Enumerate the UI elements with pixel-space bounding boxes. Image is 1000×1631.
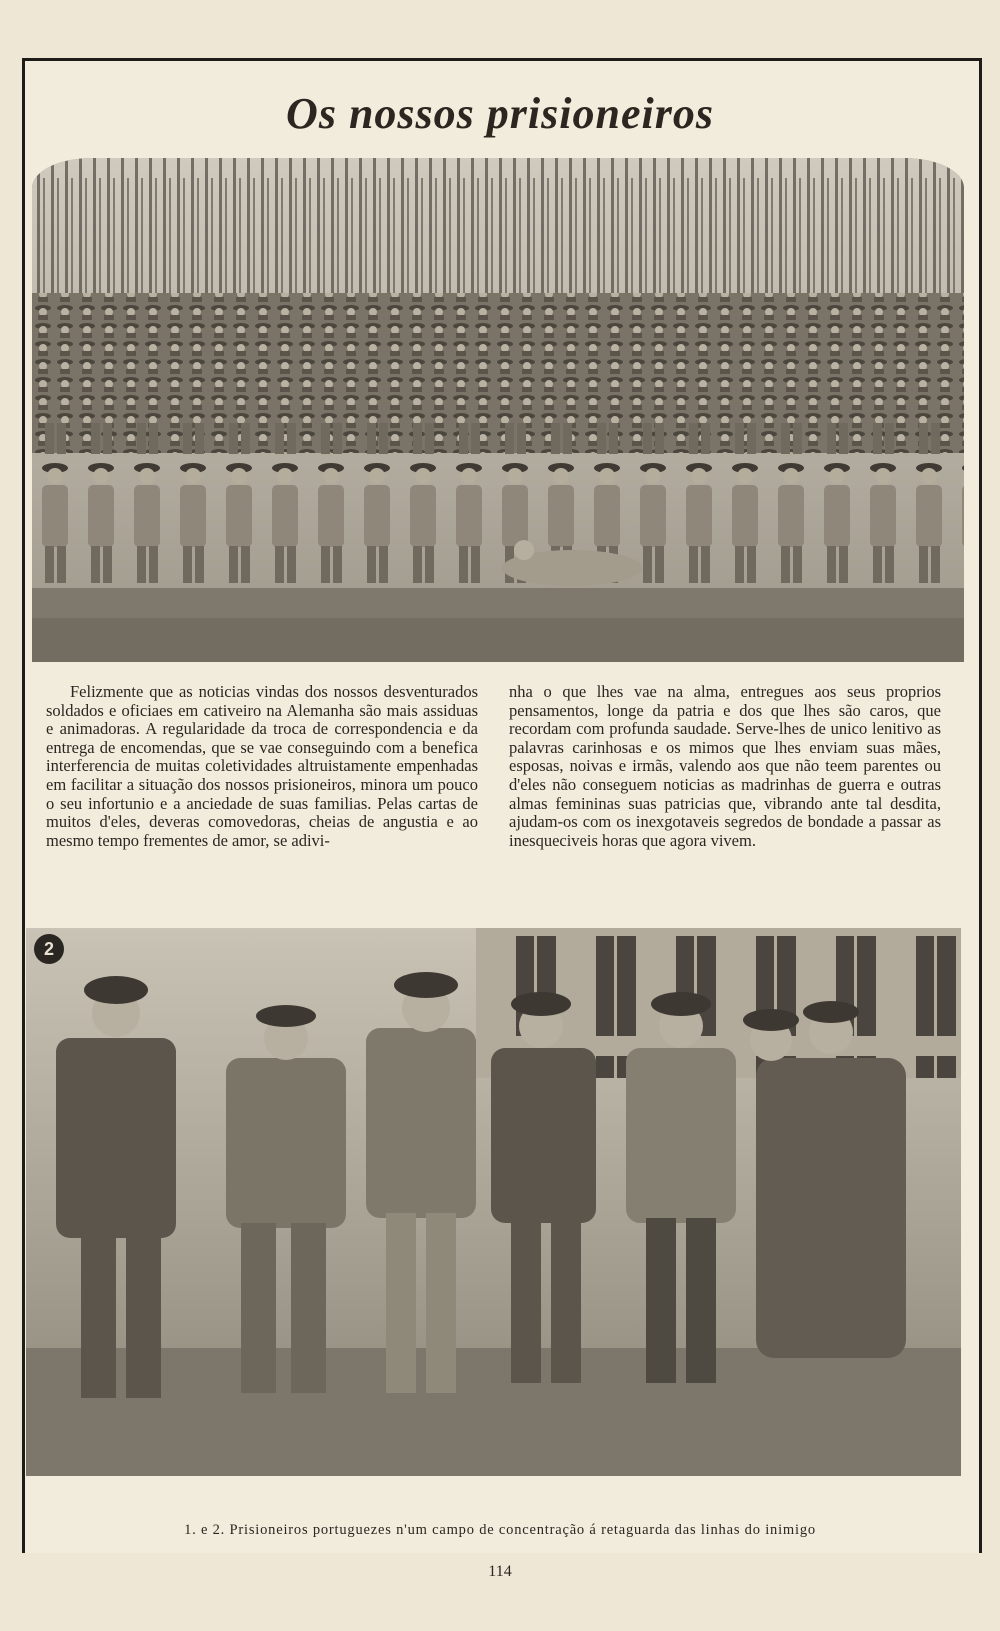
- article-paragraph-left: Felizmente que as noticias vindas dos nossos desventurados soldados e oficiaes em cativeiro na Alemanha são mais assiduas e animadoras. A regularidade da troca de correspondencia e da entrega de encomendas, que se vae conseguindo com a benefica interferencia de muitas coletividades altruistamente empenhadas em facilitar a situação dos nossos prisioneiros, minora um pouco o seu infortunio e a anciedade de suas familias. Pelas cartas de muitos d'eles, deveras comovedoras, cheias de angustia e ao mesmo tempo frementes de amor, se adivi-: [46, 682, 478, 850]
- photo-prisoners-group: [26, 928, 961, 1476]
- page-number: 114: [488, 1563, 512, 1580]
- article-body: [46, 683, 941, 850]
- photo-prisoners-field-image: [32, 158, 964, 662]
- photo-prisoners-field: [32, 158, 964, 662]
- photo-caption: 1. e 2. Prisioneiros portuguezes n'um campo de concentração á retaguarda das linhas do inimigo: [184, 1522, 816, 1538]
- page-title: Os nossos prisioneiros: [286, 89, 714, 138]
- article-paragraph-right: nha o que lhes vae na alma, entregues aos seus proprios pensamentos, longe da patria e dos que lhes são caros, que recordam com profunda saudade. Serve-lhes de unico lenitivo as palavras carinhosas e os mimos que lhes enviam suas mães, esposas, noivas e irmãs, valendo aos que não teem parentes ou d'eles não conseguem noticias as madrinhas de guerra e outras almas femininas suas patricias que, vibrando ante tal desdita, ajudam-os com os inexgotaveis segredos de bondade a passar as inesqueciveis horas que agora vivem.: [509, 682, 941, 850]
- article-column-right: [509, 683, 941, 850]
- article-column-left: [46, 683, 478, 850]
- photo-prisoners-group-image: [26, 928, 961, 1476]
- photo-number-badge: 2: [34, 934, 64, 964]
